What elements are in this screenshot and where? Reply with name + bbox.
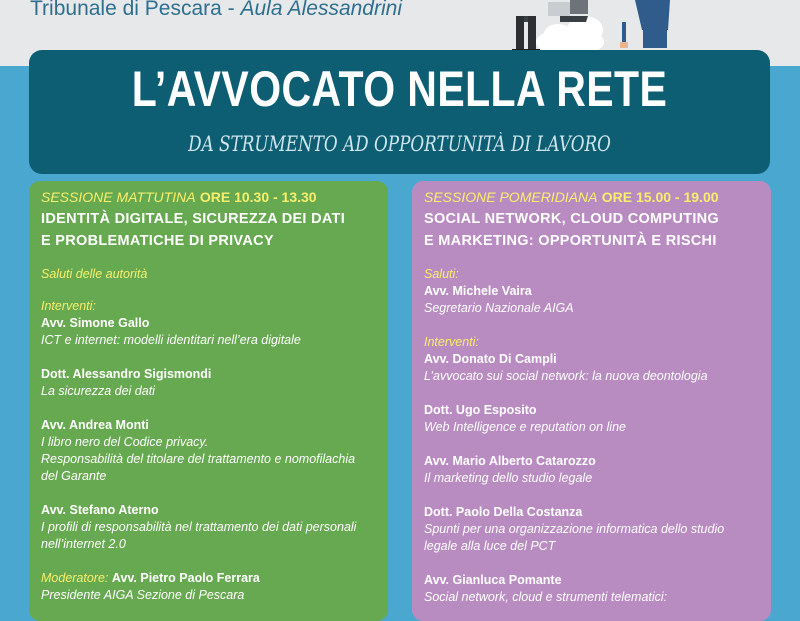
- speaker-talk: Web Intelligence e reputation on line: [424, 420, 626, 434]
- moderator-label: Moderatore:: [41, 571, 109, 585]
- greetings-speaker-role: Segretario Nazionale AIGA: [424, 301, 574, 315]
- speaker-name: Avv. Gianluca Pomante: [424, 573, 562, 587]
- speaker-talk: Responsabilità del titolare del trattamento e nomofilachia: [41, 452, 356, 466]
- speaker-talk: I profili di responsabilità nel trattamento dei dati personali: [41, 520, 357, 534]
- morning-title-line2: E PROBLEMATICHE DI PRIVACY: [41, 233, 274, 249]
- speaker-talk: L’avvocato sui social network: la nuova deontologia: [424, 369, 708, 383]
- speaker-name: Avv. Simone Gallo: [41, 316, 150, 330]
- speaker-talk: Social network, cloud e strumenti telematici:: [424, 590, 668, 604]
- moderator-name: Avv. Pietro Paolo Ferrara: [111, 571, 260, 585]
- morning-session-time: ORE 10.30 - 13.30: [199, 189, 317, 205]
- speaker-talk: ICT e internet: modelli identitari nell’era digitale: [41, 333, 301, 347]
- morning-title-line1: IDENTITÀ DIGITALE, SICUREZZA DEI DATI: [41, 211, 346, 227]
- venue-room: Aula Alessandrini: [240, 0, 402, 20]
- speaker-name: Avv. Donato Di Campli: [424, 352, 557, 366]
- speaker-talk: Il marketing dello studio legale: [424, 471, 593, 485]
- moderator-line: [41, 570, 376, 587]
- afternoon-session-header: [424, 189, 759, 206]
- morning-session-label: SESSIONE MATTUTINA: [41, 189, 196, 205]
- speaker-name: Avv. Andrea Monti: [41, 418, 149, 432]
- morning-interventions-label: Interventi:: [41, 299, 96, 313]
- afternoon-title-line2: E MARKETING: OPPORTUNITÀ E RISCHI: [424, 233, 717, 249]
- afternoon-title-line1: SOCIAL NETWORK, CLOUD COMPUTING: [424, 211, 719, 227]
- morning-greetings: Saluti delle autorità: [41, 267, 148, 281]
- speaker-name: Dott. Paolo Della Costanza: [424, 505, 583, 519]
- morning-session-title: [41, 208, 376, 252]
- afternoon-session-time: ORE 15.00 - 19.00: [601, 189, 719, 205]
- speaker-name: Dott. Alessandro Sigismondi: [41, 367, 212, 381]
- afternoon-session-panel: [412, 181, 771, 621]
- title-banner: [29, 50, 770, 174]
- speaker-talk: Spunti per una organizzazione informatica dello studio: [424, 522, 725, 536]
- speaker-talk: legale alla luce del PCT: [424, 539, 556, 553]
- afternoon-interventions-label: Interventi:: [424, 335, 479, 349]
- speaker-talk: nell’internet 2.0: [41, 537, 126, 551]
- afternoon-greetings-label: Saluti:: [424, 267, 459, 281]
- speaker-talk: La sicurezza dei dati: [41, 384, 155, 398]
- venue-name: Tribunale di Pescara: [30, 0, 222, 20]
- morning-session-panel: [29, 181, 388, 621]
- event-subtitle: DA STRUMENTO AD OPPORTUNITÀ DI LAVORO: [188, 132, 611, 156]
- moderator-role: Presidente AIGA Sezione di Pescara: [41, 588, 245, 602]
- speaker-name: Avv. Mario Alberto Catarozzo: [424, 454, 596, 468]
- speaker-name: Dott. Ugo Esposito: [424, 403, 537, 417]
- speaker-name: Avv. Stefano Aterno: [41, 503, 159, 517]
- speaker-talk: I libro nero del Codice privacy.: [41, 435, 209, 449]
- speaker-talk: del Garante: [41, 469, 107, 483]
- afternoon-session-title: [424, 208, 759, 252]
- venue-line: [30, 0, 402, 21]
- event-title: L’AVVOCATO NELLA RETE: [131, 61, 668, 117]
- greetings-speaker-name: Avv. Michele Vaira: [424, 284, 532, 298]
- morning-session-header: [41, 189, 376, 206]
- afternoon-session-label: SESSIONE POMERIDIANA: [424, 189, 598, 205]
- venue-separator: -: [221, 0, 241, 20]
